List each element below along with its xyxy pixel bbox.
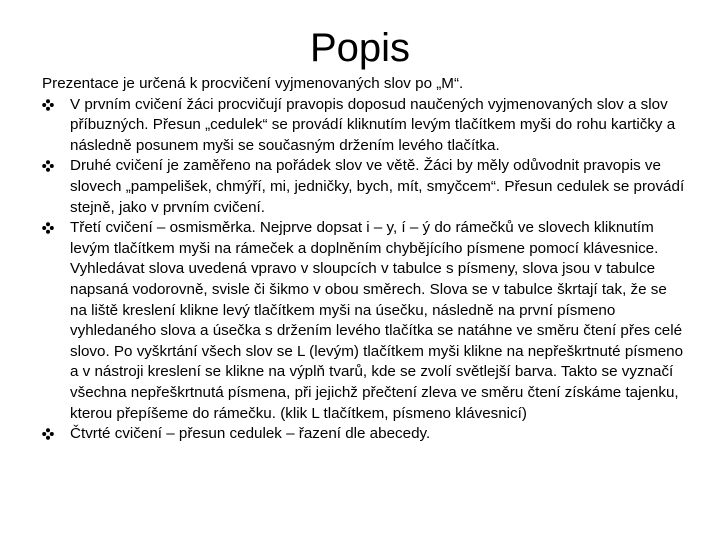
diamond-bullet-icon [42,222,54,234]
bullet-item-3 [42,218,687,424]
diamond-bullet-icon [42,99,54,111]
intro-text: Prezentace je určená k procvičení vyjmenovaných slov po „M“. [42,75,464,92]
bullet-item-1 [42,95,687,157]
slide-title: Popis [309,26,411,70]
bullet-text: V prvním cvičení žáci procvičují pravopis doposud naučených vyjmenovaných slov a slov příbuzných. Přesun „cedulek“ se provádí kliknutím levým tlačítkem myši do rohu kartičky a následně posunem myši se současným držením levého tlačítka. [70,95,676,154]
bullet-item-4 [42,424,687,445]
bullet-text: Čtvrté cvičení – přesun cedulek – řazení dle abecedy. [70,425,431,443]
diamond-bullet-icon [42,428,54,440]
slide-body [42,74,687,445]
bullet-item-2 [42,156,687,218]
bullet-text: Třetí cvičení – osmisměrka. Nejprve dopsat i – y, í – ý do rámečků ve slovech kliknutím levým tlačítkem myši na rámeček a doplněním chybějícího písmene pomocí klávesnice. Vyhledávat slova uvedená vpravo v sloupcích v tabulce s písmeny, slova jsou v tabulce napsaná vodorovně, svisle či šikmo v obou směrech. Slova se v tabulce škrtají tak, že se na liště kreslení klikne levý tlačítkem myši na úsečku, následně na první písmeno vyhledaného slova a úsečka s držením levého tlačítka se natáhne ve směru čtení přes celé slovo. Po vyškrtání všech slov se L (levým) tlačítkem myši klikne na nepřeškrtnuté písmeno a v nástroji kreslení se klikne na výplň tvarů, kde se zvolí světlejší barva. Takto se vyznačí všechna nepřeškrtnutá písmena, při jejichž přečtení zleva ve směru čtení získáme tajenku, kterou přepíšeme do rámečku. (klik L tlačítkem, písmeno klávesnicí) [70,219,684,422]
diamond-bullet-icon [42,160,54,172]
bullet-text: Druhé cvičení je zaměřeno na pořádek slov ve větě. Žáci by měly odůvodnit pravopis ve slovech „pampelišek, chmýří, mi, jedničky, bych, mít, smyčcem“. Přesun cedulek se provádí stejně, jako v prvním cvičení. [70,157,685,216]
